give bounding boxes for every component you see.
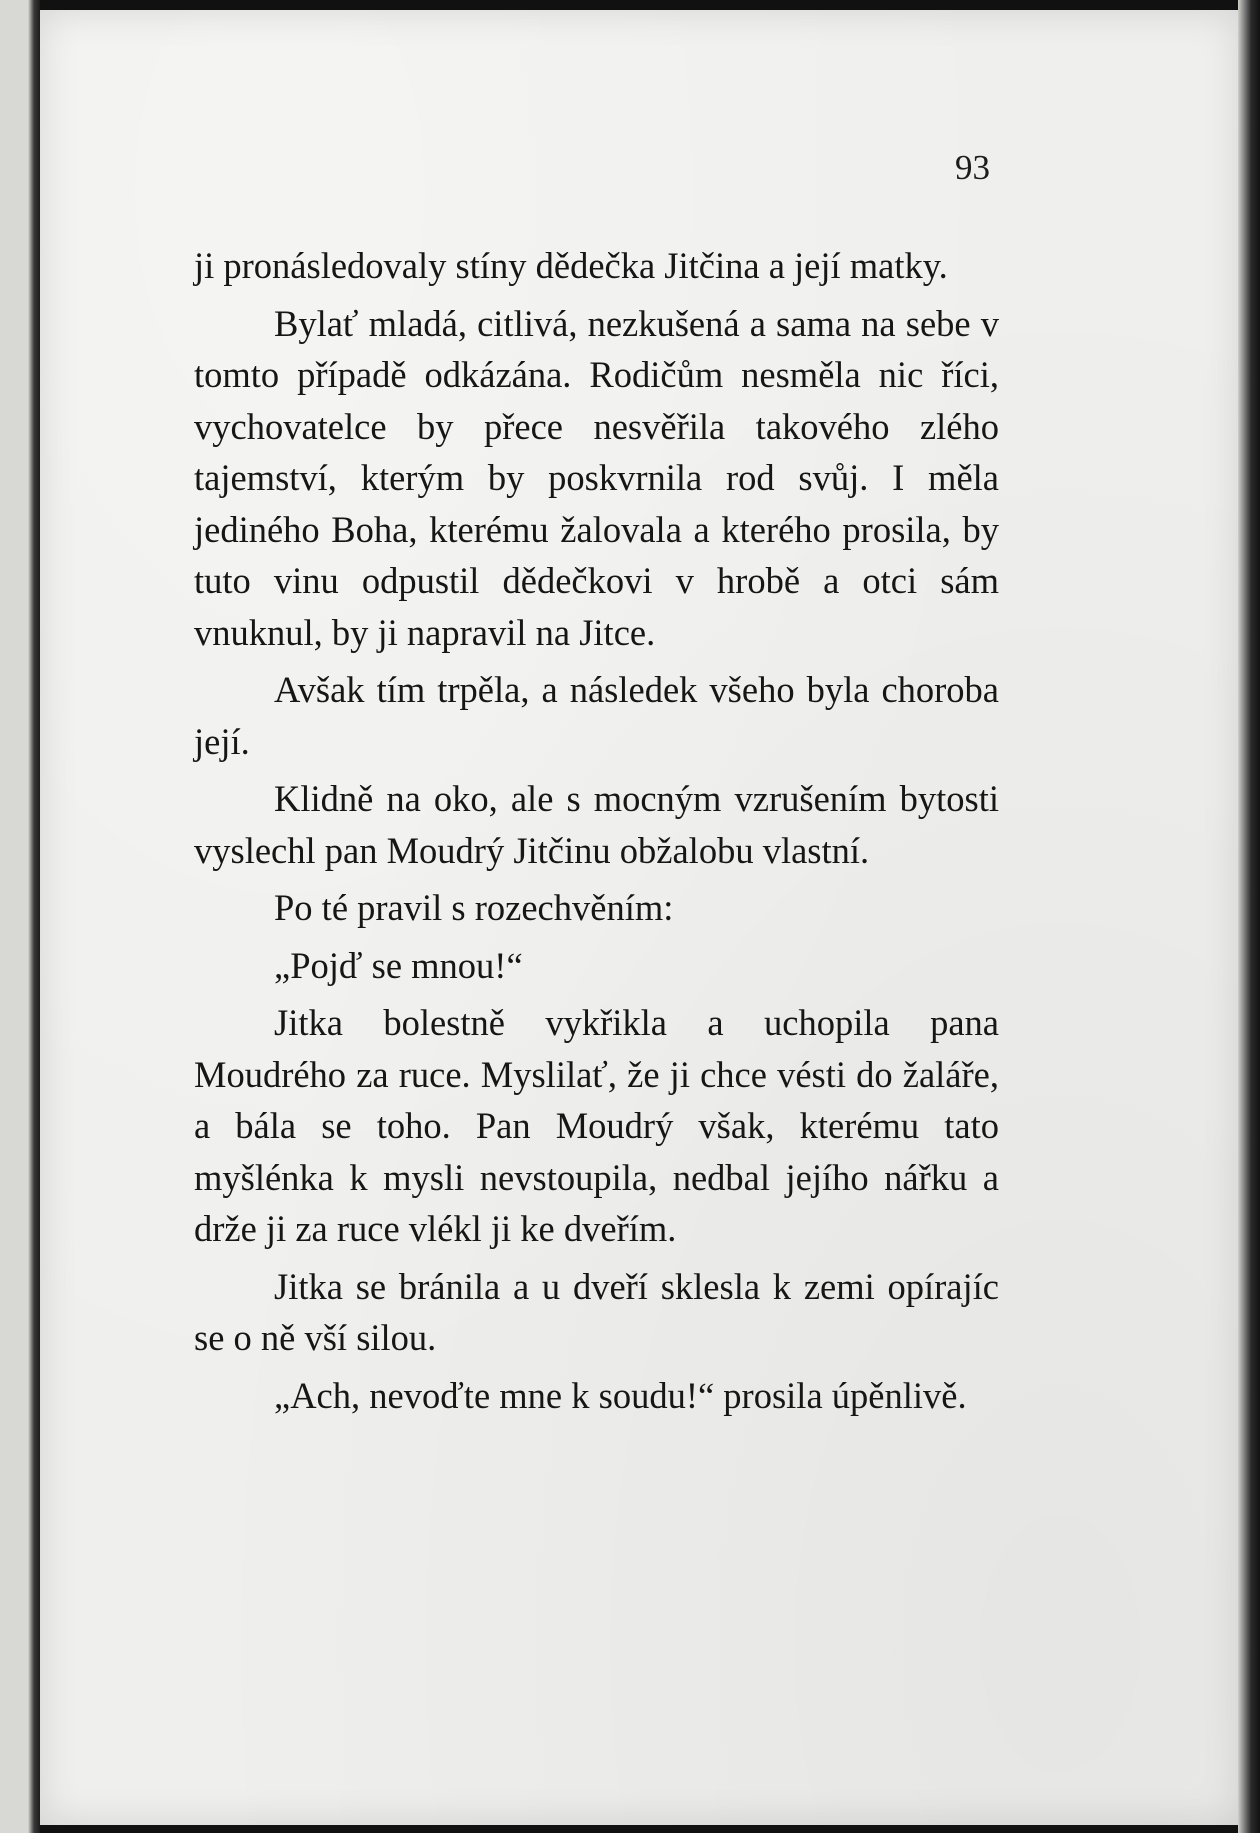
paragraph-1: ji pronásledovaly stíny dědečka Jitčina a její matky.	[194, 245, 948, 286]
paragraph-6: „Pojď se mnou!“	[274, 944, 523, 986]
paragraph-3: Avšak tím trpěla, a následek všeho byla choroba její.	[194, 669, 999, 762]
page-right-edge	[1238, 0, 1260, 1833]
paragraph-4: Klidně na oko, ale s mocným vzrušením bytosti vyslechl pan Moudrý Jitčinu obžalobu vlastní.	[194, 778, 999, 871]
paragraph-7: Jitka bolestně vykřikla a uchopila pana Moudrého za ruce. Myslilať, že ji chce vésti do žaláře, a bála se toho. Pan Moudrý však, kterému tato myšlénka k mysli nevstoupila, nedbal jejího nářku a drže ji za ruce vlékl ji ke dveřím.	[194, 1002, 999, 1249]
page-number: 93	[955, 148, 990, 187]
body-text	[194, 240, 999, 1427]
paragraph-5: Po té pravil s rozechvěním:	[274, 887, 674, 928]
paragraph-9: „Ach, nevoďte mne k soudu!“ prosila úpěnlivě.	[274, 1374, 967, 1416]
paragraph-2: Bylať mladá, citlivá, nezkušená a sama na sebe v tomto případě odkázána. Rodičům nesměla nic říci, vychovatelce by přece nesvěřila takového zlého tajemství, kterým by poskvrnila rod svůj. I měla jediného Boha, kterému žalovala a kterého prosila, by tuto vinu odpustil dědečkovi v hrobě a otci sám vnuknul, by ji napravil na Jitce.	[194, 302, 999, 653]
paragraph-8: Jitka se bránila a u dveří sklesla k zemi opírajíc se o ně vší silou.	[194, 1265, 999, 1358]
book-spine-edge	[0, 0, 40, 1833]
